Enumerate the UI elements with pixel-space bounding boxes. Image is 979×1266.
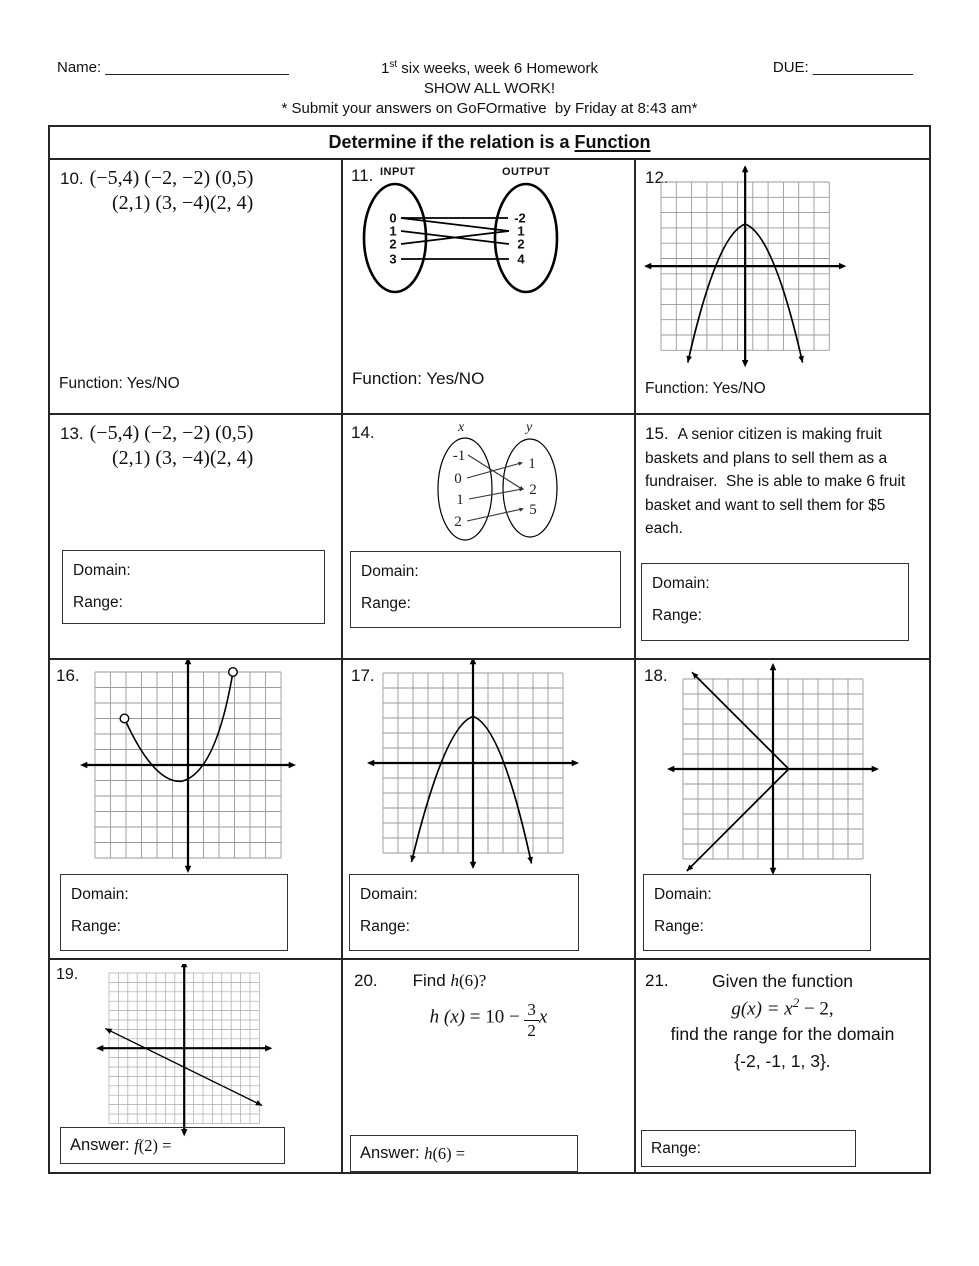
problem-13-cell [50,415,343,660]
svg-text:1: 1 [517,223,525,239]
domain-label: Domain: [71,886,129,903]
domain-range-box[interactable] [60,874,288,951]
answer-label: Answer: [360,1144,425,1162]
problem-number: 17. [351,666,375,685]
given-function-text: Given the function [711,971,854,991]
domain-range-box[interactable] [349,874,579,951]
graph-16-open-endpoints-curve [78,660,308,876]
find-prompt: Find h(6)? [412,971,487,990]
svg-text:x: x [458,420,465,435]
problem-number: 12. [645,168,669,187]
fraction: $\frac{3}{2}$ [524,1000,539,1040]
range-label: Range: [361,595,411,612]
graph-19-line [96,964,276,1140]
problem-21-cell [636,960,929,1172]
graph-18-sideways-v [666,660,881,878]
svg-text:5: 5 [529,502,537,518]
svg-text:1: 1 [528,456,536,472]
ordered-pairs-line1: (−5,4) (−2, −2) (0,5) [89,422,254,444]
domain-label: Domain: [360,886,418,903]
mapping-diagram-11 [358,162,603,314]
mapping-diagram-14 [434,419,569,554]
domain-range-box[interactable] [62,550,325,624]
domain-label: Domain: [654,886,712,903]
range-label: Range: [651,1139,701,1157]
domain-label: Domain: [361,563,419,580]
domain-label: Domain: [652,575,710,592]
graph-17-parabola [362,660,592,874]
svg-text:2: 2 [517,236,525,252]
graph-12-parabola [638,166,853,376]
problem-12-cell [636,160,929,415]
ordered-pairs-line2: (2,1) (3, −4)(2, 4) [112,192,254,214]
range-label: Range: [71,918,121,935]
svg-text:INPUT: INPUT [380,166,416,178]
svg-text:-1: -1 [452,448,466,464]
svg-text:3: 3 [389,251,397,267]
function-letter: h [424,1143,433,1163]
title-underlined-word: Function [574,132,651,152]
problem-11-cell [343,160,636,415]
problem-17-cell [343,660,636,960]
svg-text:2: 2 [454,514,462,530]
show-all-work-note: SHOW ALL WORK! [423,80,556,97]
problem-number: 16. [56,666,80,685]
problem-15-cell [636,415,929,660]
range-answer-box[interactable] [641,1130,856,1167]
range-label: Range: [360,918,410,935]
domain-range-box[interactable] [641,563,909,641]
answer-label: Answer: [70,1136,135,1154]
problem-number: 10. [60,169,84,188]
function-yes-no-choice[interactable]: Function: Yes/NO [352,369,485,388]
function-yes-no-choice[interactable]: Function: Yes/NO [59,375,180,392]
problem-number: 19. [56,966,79,983]
problem-number: 20. [354,971,378,990]
find-range-text: find the range for the domain [670,1024,895,1045]
function-letter: f [134,1135,139,1155]
domain-range-box[interactable] [350,551,621,628]
table-title: Determine if the relation is a Function [50,127,929,160]
domain-set-text: {-2, -1, 1, 3}. [734,1051,831,1072]
range-label: Range: [73,594,123,611]
answer-rest: (2) = [138,1135,172,1155]
svg-text:2: 2 [389,236,397,252]
problem-number: 14. [351,423,375,442]
problem-14-cell [343,415,636,660]
problem-number: 18. [644,666,668,685]
ordered-pairs-line1: (−5,4) (−2, −2) (0,5) [89,167,254,189]
svg-text:1: 1 [456,492,464,508]
function-yes-no-choice[interactable]: Function: Yes/NO [645,380,766,397]
name-field[interactable]: Name: ______________________ [57,59,289,76]
svg-text:0: 0 [389,210,397,226]
answer-rest: (6) = [432,1143,466,1163]
answer-box-h6[interactable] [350,1135,578,1172]
equation-h: h (x) = 10 − $\frac{3}{2}x$ [429,1000,548,1040]
range-label: Range: [654,918,704,935]
svg-text:2: 2 [529,482,537,498]
problem-grid [50,160,929,1172]
domain-label: Domain: [73,562,131,579]
range-label: Range: [652,607,702,624]
ordered-pairs-line2: (2,1) (3, −4)(2, 4) [112,447,254,469]
problem-16-cell [50,660,343,960]
problem-number: 13. [60,424,84,443]
worksheet-table [48,125,931,1174]
svg-text:-2: -2 [514,210,526,226]
word-problem-text: 15. A senior citizen is making fruit baskets and plans to sell them as a fundraiser. She is able to make 6 fruit basket and want to sell them for $5 each. [645,424,906,537]
homework-title: 1st six weeks, week 6 Homework [380,59,599,77]
problem-20-cell [343,960,636,1172]
svg-text:y: y [526,420,533,435]
problem-number: 21. [645,971,669,990]
problem-18-cell [636,660,929,960]
svg-text:OUTPUT: OUTPUT [502,166,551,178]
equation-g: $g(x) = x^2 - 2$, [731,995,834,1020]
svg-text:0: 0 [454,471,462,487]
answer-box-f2[interactable] [60,1127,285,1164]
problem-10-cell [50,160,343,415]
problem-number: 15. [645,424,669,443]
due-field[interactable]: DUE: ____________ [772,59,913,76]
svg-text:4: 4 [517,251,525,267]
problem-19-cell [50,960,343,1172]
submit-note: * Submit your answers on GoFOrmative by Friday at 8:43 am* [281,100,698,117]
ordinal-suffix: st [389,59,398,70]
svg-text:1: 1 [389,223,397,239]
problem-number: 11. [351,166,374,185]
domain-range-box[interactable] [643,874,871,951]
